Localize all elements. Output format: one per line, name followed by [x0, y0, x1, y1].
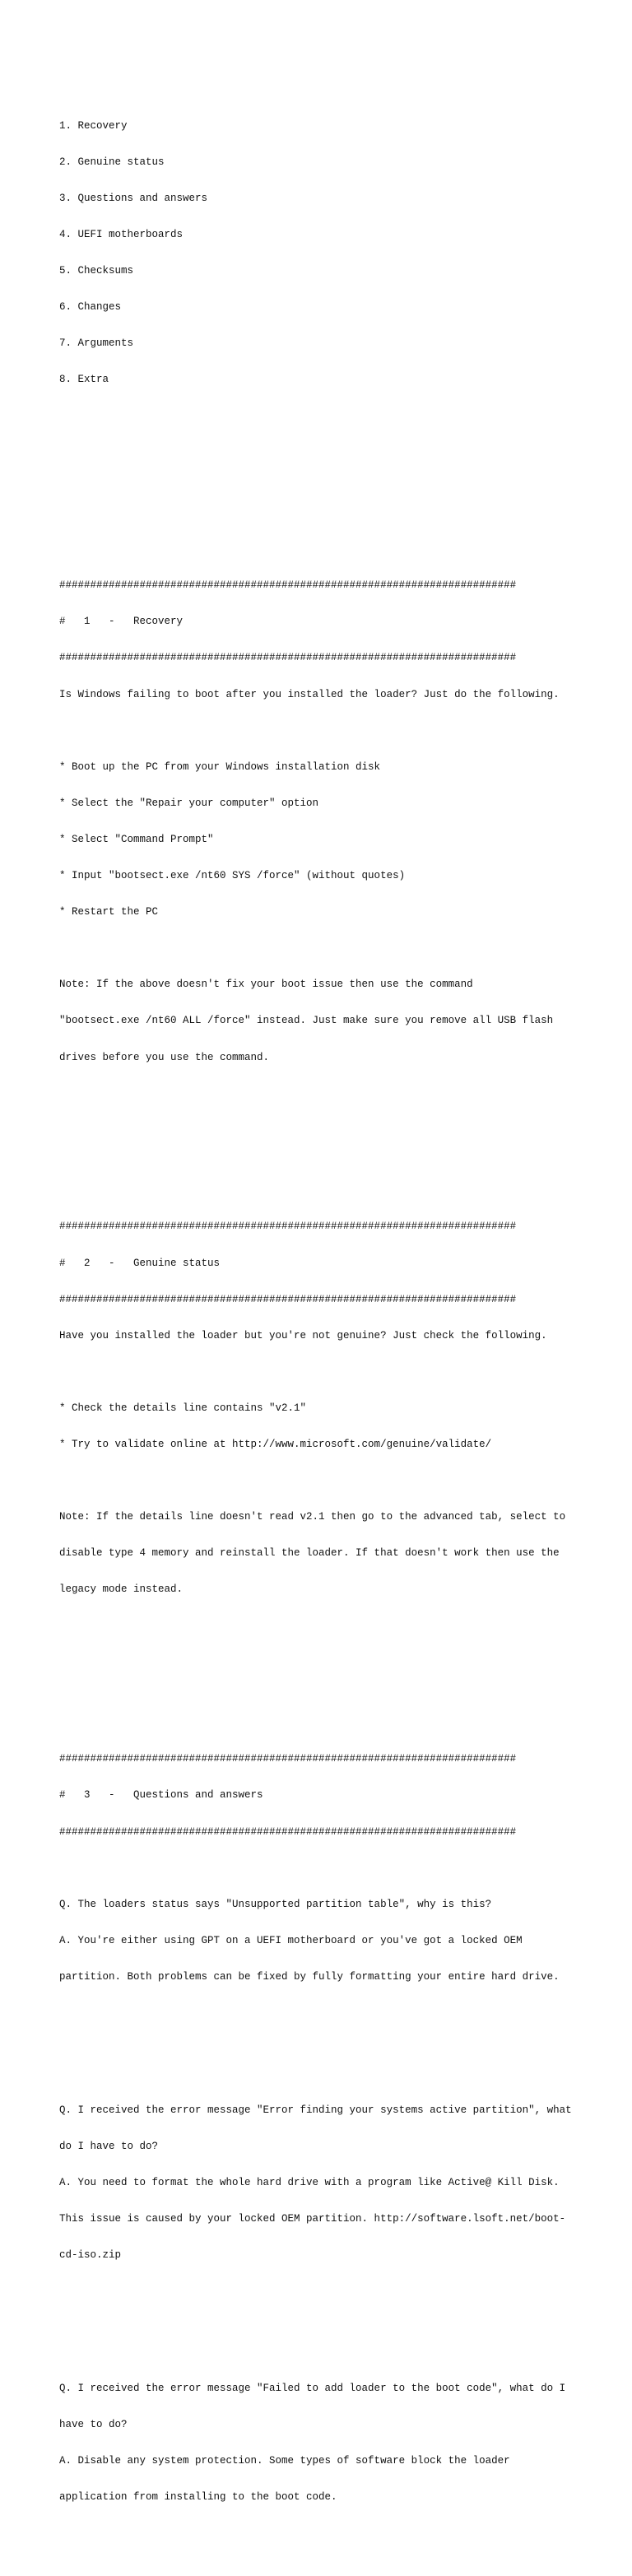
section-rule: ##########################################################################: [59, 1293, 517, 1305]
section-rule: ##########################################################################: [59, 652, 517, 664]
qa-line: Q. I received the error message "Error finding your systems active partition", what: [59, 2104, 572, 2116]
note-line: disable type 4 memory and reinstall the loader. If that doesn't work then use the: [59, 1547, 560, 1560]
toc-item: 8. Extra: [59, 374, 109, 386]
qa-line: do I have to do?: [59, 2140, 159, 2152]
section-rule: ##########################################################################: [59, 1221, 517, 1233]
note-line: Note: If the details line doesn't read v2.1 then go to the advanced tab, select to: [59, 1511, 566, 1523]
section-header: # 1 - Recovery: [59, 616, 184, 628]
list-item: * Restart the PC: [59, 906, 159, 918]
qa-line: Q. I received the error message "Failed to add loader to the boot code", what do I: [59, 2382, 566, 2394]
section-rule: ##########################################################################: [59, 579, 517, 592]
qa-line: partition. Both problems can be fixed by fully formatting your entire hard drive.: [59, 1970, 560, 1983]
section-header: # 3 - Questions and answers: [59, 1789, 263, 1802]
toc-item: 1. Recovery: [59, 119, 128, 132]
list-item: * Boot up the PC from your Windows installation disk: [59, 760, 381, 773]
toc-item: 7. Arguments: [59, 337, 134, 350]
qa-line: A. You need to format the whole hard drive with a program like Active@ Kill Disk.: [59, 2176, 560, 2188]
toc-item: 6. Changes: [59, 301, 122, 314]
note-line: drives before you use the command.: [59, 1051, 270, 1063]
qa-item: [59, 2080, 586, 2285]
list-item: * Check the details line contains "v2.1": [59, 1402, 307, 1414]
section-recovery: [59, 556, 586, 1088]
toc-item: 4. UEFI motherboards: [59, 228, 184, 240]
toc-item: 3. Questions and answers: [59, 192, 208, 204]
qa-line: A. Disable any system protection. Some types of software block the loader: [59, 2455, 510, 2467]
section-intro: Is Windows failing to boot after you installed the loader? Just do the following.: [59, 688, 560, 700]
qa-line: have to do?: [59, 2418, 128, 2430]
section-rule: ##########################################################################: [59, 1753, 517, 1765]
section-header: # 2 - Genuine status: [59, 1257, 221, 1269]
qa-line: Q. The loaders status says "Unsupported partition table", why is this?: [59, 1898, 492, 1910]
list-item: * Input "bootsect.exe /nt60 SYS /force" (without quotes): [59, 870, 406, 882]
qa-item: [59, 2358, 586, 2527]
table-of-contents: [59, 95, 586, 410]
qa-line: This issue is caused by your locked OEM partition. http://software.lsoft.net/boot-: [59, 2213, 566, 2225]
qa-item: [59, 1874, 586, 2007]
qa-line: cd-iso.zip: [59, 2249, 122, 2262]
toc-item: 5. Checksums: [59, 264, 134, 277]
list-item: * Select "Command Prompt": [59, 833, 214, 845]
document-page: [59, 59, 586, 2576]
section-rule: ##########################################################################: [59, 1825, 517, 1838]
section-genuine-status: [59, 1197, 586, 1620]
list-item: * Select the "Repair your computer" option: [59, 797, 319, 809]
section-questions-and-answers: [59, 1729, 586, 2552]
qa-line: application from installing to the boot code.: [59, 2491, 337, 2504]
list-item: * Try to validate online at http://www.microsoft.com/genuine/validate/: [59, 1439, 492, 1451]
note-line: legacy mode instead.: [59, 1583, 184, 1596]
qa-line: A. You're either using GPT on a UEFI motherboard or you've got a locked OEM: [59, 1934, 523, 1946]
section-intro: Have you installed the loader but you're not genuine? Just check the following.: [59, 1329, 547, 1341]
toc-item: 2. Genuine status: [59, 156, 165, 168]
note-line: Note: If the above doesn't fix your boot issue then use the command: [59, 979, 473, 991]
note-line: "bootsect.exe /nt60 ALL /force" instead. Just make sure you remove all USB flash: [59, 1015, 554, 1027]
